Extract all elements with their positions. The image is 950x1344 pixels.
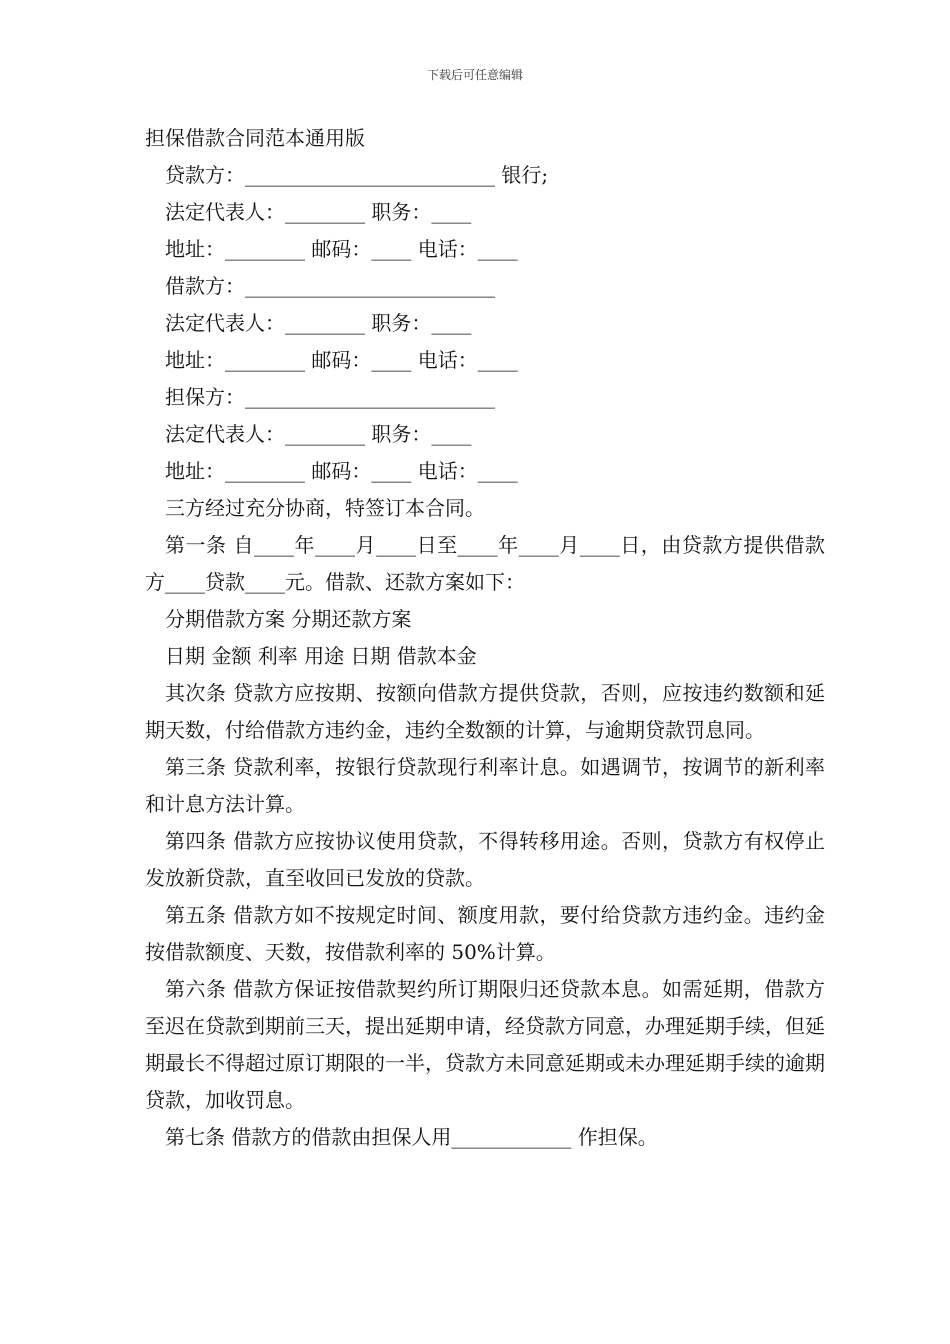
agreement-statement: 三方经过充分协商，特签订本合同。 [165, 496, 485, 520]
plan-headers: 分期借款方案 分期还款方案 [165, 607, 412, 631]
article-5: 第五条 借款方如不按规定时间、额度用款，要付给贷款方违约金。违约金按借款额度、天数，按借款利率的 50%计算。 [145, 903, 825, 964]
document-title: 担保借款合同范本通用版 [145, 126, 365, 150]
lender-address-line: 地址：________ 邮码：____ 电话：____ [165, 237, 518, 261]
lender-line: 贷款方：_________________________ 银行; [165, 163, 549, 187]
article-6: 第六条 借款方保证按借款契约所订期限归还贷款本息。如需延期，借款方至迟在贷款到期前三天，提出延期申请，经贷款方同意，办理延期手续，但延期最长不得超过原订期限的一半，贷款方未同意延期或未办理延期手续的逾期贷款，加收罚息。 [145, 977, 825, 1112]
guarantor-representative-line: 法定代表人：________ 职务：____ [165, 422, 472, 446]
page-header: 下载后可任意编辑 [426, 68, 523, 82]
article-2: 其次条 贷款方应按期、按额向借款方提供贷款，否则，应按违约数额和延期天数，付给借款方违约金，违约全数额的计算，与逾期贷款罚息同。 [145, 681, 825, 742]
article-7: 第七条 借款方的借款由担保人用____________ 作担保。 [165, 1125, 658, 1149]
plan-columns: 日期 金额 利率 用途 日期 借款本金 [165, 644, 477, 668]
guarantor-line: 担保方：_________________________ [165, 385, 495, 409]
guarantor-address-line: 地址：________ 邮码：____ 电话：____ [165, 459, 518, 483]
borrower-address-line: 地址：________ 邮码：____ 电话：____ [165, 348, 518, 372]
borrower-representative-line: 法定代表人：________ 职务：____ [165, 311, 472, 335]
article-3: 第三条 贷款利率，按银行贷款现行利率计息。如遇调节，按调节的新利率和计息方法计算。 [145, 755, 825, 816]
borrower-line: 借款方：_________________________ [165, 274, 495, 298]
contract-body [145, 120, 825, 1156]
lender-representative-line: 法定代表人：________ 职务：____ [165, 200, 472, 224]
article-4: 第四条 借款方应按协议使用贷款，不得转移用途。否则，贷款方有权停止发放新贷款，直至收回已发放的贷款。 [145, 829, 825, 890]
article-1: 第一条 自____年____月____日至____年____月____日，由贷款方提供借款方____贷款____元。借款、还款方案如下： [145, 533, 825, 594]
